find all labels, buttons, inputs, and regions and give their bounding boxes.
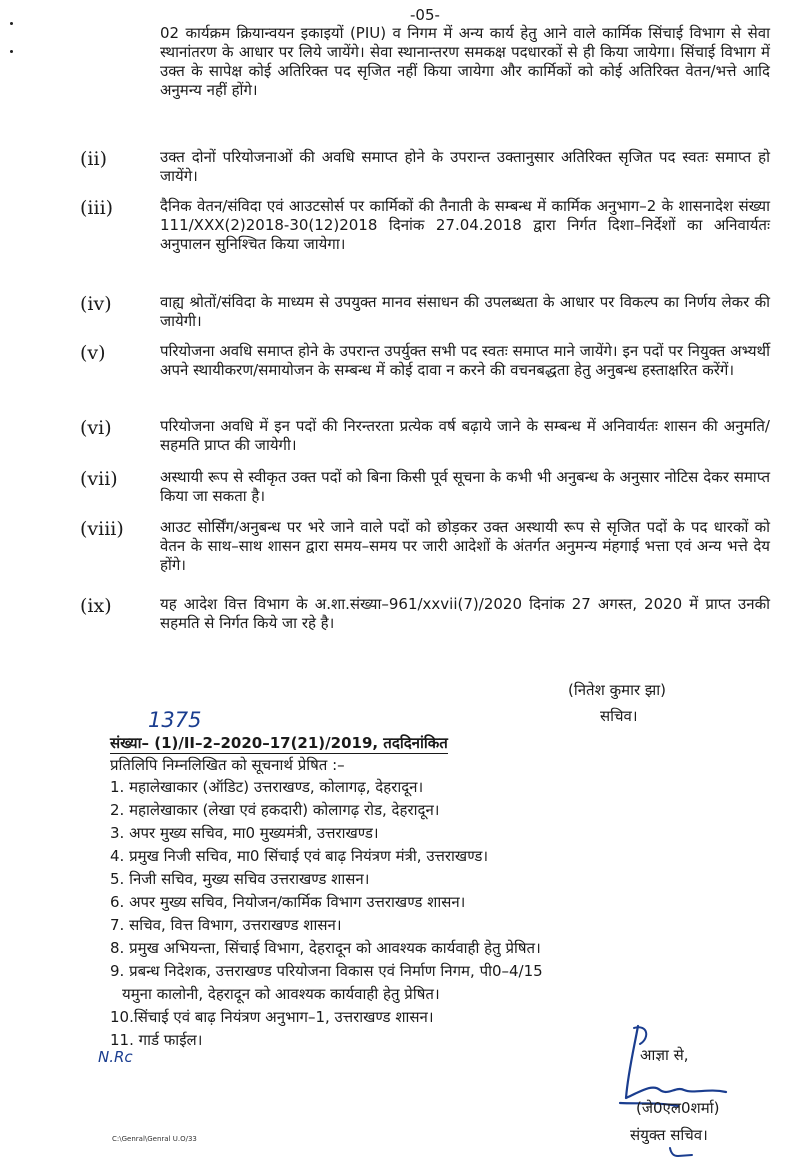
clause-text: परियोजना अवधि समाप्त होने के उपरान्त उपर्युक्त सभी पद स्वतः समाप्त माने जायेंगे। इन पदों पर नियुक्त अभ्यर्थी अपने स्थायीकरण/समायोजन के सम्बन्ध में कोई दावा न करने की वचनबद्धता हेतु अनुबन्ध हस्ताक्षरित करेंगें। <box>160 342 770 379</box>
clause-text: वाह्य श्रोतों/संविदा के माध्यम से उपयुक्त मानव संसाधन की उपलब्धता के आधार पर विकल्प का निर्णय लेकर की जायेगी। <box>160 293 770 330</box>
clause-text: दैनिक वेतन/संविदा एवं आउटसोर्स पर कार्मिकों की तैनाती के सम्बन्ध में कार्मिक अनुभाग–2 के शासनादेश संख्या 111/XXX(2)2018-30(12)2018 दिनांक 27.04.2018 द्वारा निर्गत दिशा–निर्देशों का अनिवार्यतः अनुपालन सुनिश्चित किया जायेगा। <box>160 197 770 253</box>
clause-number: (viii) <box>80 518 124 540</box>
clause-number: (iii) <box>80 197 114 219</box>
joint-secretary-designation: संयुक्त सचिव। <box>630 1126 708 1144</box>
clause-number: (ix) <box>80 595 112 617</box>
clause-text: यह आदेश वित्त विभाग के अ.शा.संख्या–961/xxvii(7)/2020 दिनांक 27 अगस्त, 2020 में प्राप्त उनकी सहमति से निर्गत किये जा रहे है। <box>160 595 770 632</box>
scan-mark <box>10 22 13 25</box>
handwritten-number: 1375 <box>148 708 202 732</box>
clause-number: (vi) <box>80 417 112 439</box>
list-item: 1. महालेखाकार (ऑडिट) उत्तराखण्ड, कोलागढ़, देहरादून। <box>110 778 424 796</box>
continuation-paragraph: 02 कार्यक्रम क्रियान्वयन इकाइयों (PIU) व निगम में अन्य कार्य हेतु आने वाले कार्मिक सिंचाई विभाग से सेवा स्थानांतरण के आधार पर लिये जायेंगे। सेवा स्थानान्तरण समकक्ष पदधारकों से ही किया जायेगा। सिंचाई विभाग में उक्त के सापेक्ष कोई अतिरिक्त पद सृजित नहीं किया जायेगा और कार्मिकों को कोई अतिरिक्त वेतन/भत्ते आदि अनुमन्य नहीं होंगे। <box>160 24 770 99</box>
clause-text: अस्थायी रूप से स्वीकृत उक्त पदों को बिना किसी पूर्व सूचना के कभी भी अनुबन्ध के अनुसार नोटिस देकर समाप्त किया जा सकता है। <box>160 468 770 505</box>
list-item: 2. महालेखाकार (लेखा एवं हकदारी) कोलागढ़ रोड, देहरादून। <box>110 801 440 819</box>
signatory-name: (नितेश कुमार झा) <box>568 681 666 699</box>
check-mark <box>668 1146 694 1158</box>
signatory-designation: सचिव। <box>600 707 638 725</box>
page-number: -05- <box>410 6 440 24</box>
list-item: 10.सिंचाई एवं बाढ़ नियंत्रण अनुभाग–1, उत्तराखण्ड शासन। <box>110 1008 434 1026</box>
reference-text: संख्या– (1)/II–2–2020–17(21)/2019, तददिनांकित <box>110 734 448 752</box>
clause-text: परियोजना अवधि में इन पदों की निरन्तरता प्रत्येक वर्ष बढ़ाये जाने के सम्बन्ध में अनिवार्यतः शासन की अनुमति/सहमति प्राप्त की जायेगी। <box>160 417 770 454</box>
copy-list <box>110 776 670 1052</box>
list-item: 11. गार्ड फाईल। <box>110 1031 203 1049</box>
list-item: 4. प्रमुख निजी सचिव, मा0 सिंचाई एवं बाढ़ नियंत्रण मंत्री, उत्तराखण्ड। <box>110 847 489 865</box>
copy-heading: प्रतिलिपि निम्नलिखित को सूचनार्थ प्रेषित :– <box>110 756 345 774</box>
list-item: 8. प्रमुख अभियन्ता, सिंचाई विभाग, देहरादून को आवश्यक कार्यवाही हेतु प्रेषित। <box>110 939 541 957</box>
reference-line <box>110 733 550 753</box>
list-item: 6. अपर मुख्य सचिव, नियोजन/कार्मिक विभाग उत्तराखण्ड शासन। <box>110 893 466 911</box>
clause-number: (ii) <box>80 148 107 170</box>
list-item: 7. सचिव, वित्त विभाग, उत्तराखण्ड शासन। <box>110 916 342 934</box>
clause-number: (iv) <box>80 293 112 315</box>
clause-number: (v) <box>80 342 106 364</box>
file-path-footer: C:\Genral\Genral U.O/33 <box>112 1135 197 1143</box>
clause-number: (vii) <box>80 468 118 490</box>
clause-text: आउट सोर्सिंग/अनुबन्ध पर भरे जाने वाले पदों को छोड़कर उक्त अस्थायी रूप से सृजित पदों के पद धारकों को वेतन के साथ–साथ शासन द्वारा समय–समय पर जारी आदेशों के अंतर्गत अनुमन्य मंहगाई भत्ता एवं अन्य भत्ते देय होंगे। <box>160 518 770 574</box>
handwritten-note: N.Rc <box>98 1048 133 1066</box>
scan-mark <box>10 50 13 53</box>
list-item: 9. प्रबन्ध निदेशक, उत्तराखण्ड परियोजना विकास एवं निर्माण निगम, पी0–4/15 <box>110 962 543 980</box>
list-item: 3. अपर मुख्य सचिव, मा0 मुख्यमंत्री, उत्तराखण्ड। <box>110 824 379 842</box>
list-item: यमुना कालोनी, देहरादून को आवश्यक कार्यवाही हेतु प्रेषित। <box>122 985 440 1003</box>
order-text: आज्ञा से, <box>640 1046 689 1064</box>
clause-text: उक्त दोनों परियोजनाओं की अवधि समाप्त होने के उपरान्त उक्तानुसार अतिरिक्त सृजित पद स्वतः समाप्त हो जायेंगे। <box>160 148 770 185</box>
joint-secretary-name: (जे0एल0शर्मा) <box>636 1099 720 1117</box>
list-item: 5. निजी सचिव, मुख्य सचिव उत्तराखण्ड शासन। <box>110 870 370 888</box>
